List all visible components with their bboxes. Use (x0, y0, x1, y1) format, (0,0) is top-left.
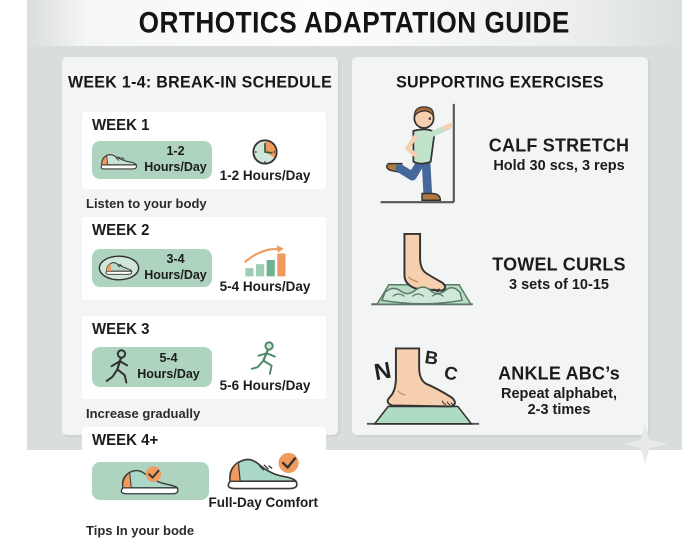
ankle-abc-detail-line2: 2-3 times (527, 401, 591, 418)
week-3-caption: Increase gradually (86, 406, 201, 421)
week-2-label: WEEK 2 (92, 221, 150, 240)
week-4-side-text: Full-Day Comfort (208, 495, 318, 510)
sneaker-check-large-icon (217, 452, 309, 494)
left-panel-header: WEEK 1-4: BREAK-IN SCHEDULE (67, 73, 333, 92)
running-person-icon (249, 341, 281, 377)
week-4-caption: Tips In your bode (86, 523, 195, 538)
walking-person-icon (104, 349, 134, 385)
calf-stretch-illustration (364, 102, 482, 206)
sneaker-icon (97, 147, 141, 173)
towel-curls-row (364, 222, 642, 324)
calf-stretch-row (364, 98, 642, 210)
week-1-card (82, 112, 326, 189)
ankle-abc-title: ANKLE ABC’s (498, 361, 620, 383)
ankle-abc-letter-b: B (423, 346, 440, 369)
calf-stretch-detail: Hold 30 scs, 3 reps (493, 157, 625, 174)
towel-curls-detail: 3 sets of 10-15 (509, 276, 609, 293)
ankle-abc-letter-n: N (372, 356, 394, 386)
sneaker-check-icon (111, 464, 189, 498)
ankle-abc-detail-line1: Repeat alphabet, (500, 385, 618, 402)
week-1-hours-pill (92, 141, 212, 179)
right-panel-header: SUPPORTING EXERCISES (396, 73, 604, 92)
week-1-caption: Listen to your body (86, 196, 207, 211)
clock-icon (248, 137, 282, 167)
ankle-abc-letter-c: C (442, 361, 460, 385)
sneaker-oval-icon (97, 252, 141, 284)
title-band (27, 0, 682, 46)
ankle-abc-illustration (364, 344, 482, 436)
week-3-card (82, 316, 326, 399)
week-1-label: WEEK 1 (92, 116, 150, 135)
week-1-side-text: 1-2 Hours/Day (219, 168, 311, 183)
calf-stretch-title: CALF STRETCH (488, 133, 630, 155)
week-3-hours-pill (92, 347, 212, 387)
week-3-label: WEEK 3 (92, 320, 150, 339)
week-4-pill (92, 462, 209, 500)
week-3-side-text: 5-6 Hours/Day (219, 378, 311, 393)
infographic-card (27, 0, 682, 538)
towel-curls-illustration (364, 232, 482, 314)
week-1-pill-hours: 1-2 Hours/Day (144, 144, 207, 174)
week-2-side-text: 5-4 Hours/Day (219, 279, 311, 294)
page-title: ORTHOTICS ADAPTATION GUIDE (138, 6, 571, 39)
ankle-abc-row (364, 340, 642, 440)
week-2-hours-pill (92, 249, 212, 287)
supporting-exercises-panel (352, 57, 648, 435)
week-4-label: WEEK 4+ (92, 431, 159, 450)
week-4-card (82, 427, 326, 516)
week-2-pill-hours: 3-4 Hours/Day (144, 252, 207, 282)
towel-curls-title: TOWEL CURLS (492, 252, 626, 274)
week-2-card (82, 217, 326, 300)
break-in-schedule-panel (62, 57, 338, 538)
growth-bar-chart-icon (242, 242, 288, 278)
week-3-pill-hours: 5-4 Hours/Day (137, 351, 200, 381)
